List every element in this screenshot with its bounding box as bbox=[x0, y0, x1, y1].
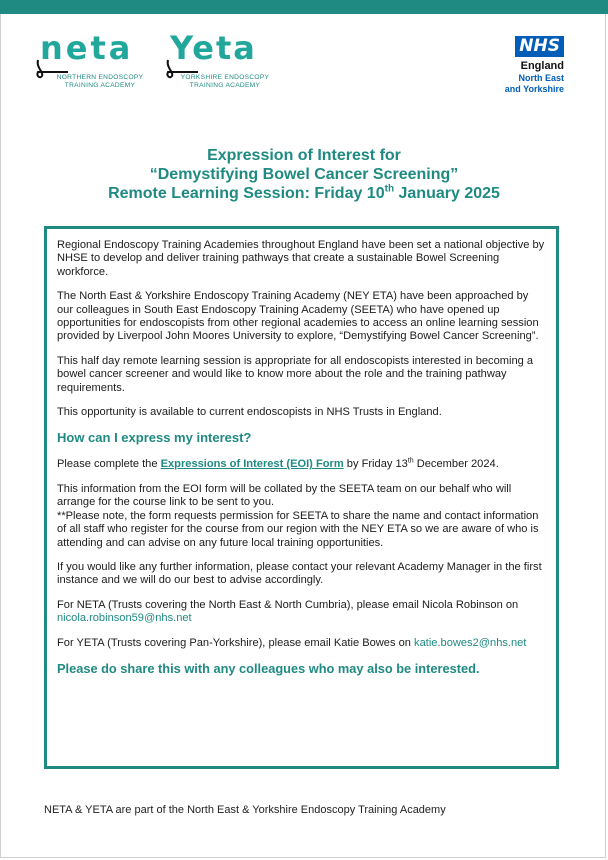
neta-contact-text: For NETA (Trusts covering the North East & North Cumbria), please email Nicola Robinson on bbox=[57, 598, 519, 611]
yeta-contact-text: For YETA (Trusts covering Pan-Yorkshire), please email Katie Bowes on bbox=[57, 636, 415, 649]
neta-logo-line2: TRAINING ACADEMY bbox=[64, 82, 136, 89]
nhs-region-line2: and Yorkshire bbox=[504, 83, 564, 94]
title-line2: “Demystifying Bowel Cancer Screening” bbox=[149, 166, 459, 183]
title-line3-prefix: Remote Learning Session: Friday 10 bbox=[108, 185, 385, 202]
yeta-logo-line2: TRAINING ACADEMY bbox=[189, 82, 261, 89]
nhs-badge: NHS bbox=[515, 36, 564, 57]
closing-callout: Please do share this with any colleagues who may also be interested. bbox=[57, 660, 480, 676]
further-info-paragraph: If you would like any further information, please contact your relevant Academy Manager in the first instance and we will do our best to advise accordingly. bbox=[57, 560, 542, 587]
neta-logo-word: neta bbox=[40, 29, 134, 67]
neta-swoosh-icon bbox=[34, 54, 74, 80]
eligibility-paragraph: This opportunity is available to current endoscopists in NHS Trusts in England. bbox=[57, 406, 442, 419]
permission-note: **Please note, the form requests permission for SEETA to share the name and contact information of all staff who register for the course from our region with the NEY ETA so we are aware of who is attending and can advise on any future local training opportunities. bbox=[57, 509, 539, 549]
eoi-deadline-sup: th bbox=[407, 457, 414, 465]
eoi-paragraph bbox=[57, 458, 546, 471]
neyeta-paragraph: The North East & Yorkshire Endoscopy Training Academy (NEY ETA) have been approached by our colleagues in South East Endoscopy Training Academy (SEETA) who have opened up opportunities for endoscopists from other regional academies to access an online learning session provided by Liverpool John Moores University to explore, “Demystifying Bowel Cancer Screening”. bbox=[57, 290, 539, 343]
eoi-prefix: Please complete the bbox=[57, 458, 161, 471]
yeta-email-link[interactable]: katie.bowes2@nhs.net bbox=[414, 636, 527, 649]
intro-paragraph: Regional Endoscopy Training Academies throughout England have been set a national objective by NHSE to develop and deliver training pathways that create a sustainable Bowel Screening workforce. bbox=[57, 239, 545, 278]
neta-logo bbox=[40, 29, 160, 92]
session-paragraph: This half day remote learning session is appropriate for all endoscopists interested in becoming a bowel cancer screener and would like to know more about the role and the training pathway requirements. bbox=[57, 354, 534, 394]
title-line3-sup: th bbox=[384, 183, 395, 195]
title-line3-suffix: January 2025 bbox=[394, 185, 500, 202]
express-interest-heading: How can I express my interest? bbox=[57, 430, 252, 446]
yeta-contact-paragraph bbox=[57, 637, 546, 650]
yeta-logo bbox=[170, 29, 280, 92]
yeta-logo-line1: YORKSHIRE ENDOSCOPY bbox=[180, 74, 270, 81]
title-line3 bbox=[0, 184, 608, 203]
page-title bbox=[0, 146, 608, 203]
top-color-band bbox=[0, 0, 608, 14]
collation-paragraph: This information from the EOI form will be collated by the SEETA team on our behalf who will arrange for the course link to be sent to you. bbox=[57, 482, 512, 509]
eoi-deadline-suffix: December 2024. bbox=[413, 458, 499, 471]
yeta-logo-word: Yeta bbox=[170, 29, 257, 67]
neta-contact-paragraph bbox=[57, 599, 546, 626]
nhs-england-label: England bbox=[520, 60, 564, 72]
content-box bbox=[44, 226, 559, 769]
eoi-form-link[interactable]: Expressions of Interest (EOI) Form bbox=[160, 458, 344, 471]
neta-logo-line1: NORTHERN ENDOSCOPY bbox=[56, 74, 144, 81]
eoi-deadline: by Friday 13 bbox=[343, 458, 408, 471]
title-line1: Expression of Interest for bbox=[207, 147, 401, 164]
footer-note: NETA & YETA are part of the North East & Yorkshire Endoscopy Training Academy bbox=[44, 804, 446, 816]
nhs-logo bbox=[505, 36, 564, 94]
neta-email-link[interactable]: nicola.robinson59@nhs.net bbox=[57, 612, 192, 625]
nhs-region-line1: North East bbox=[518, 73, 564, 83]
yeta-swoosh-icon bbox=[164, 54, 204, 80]
